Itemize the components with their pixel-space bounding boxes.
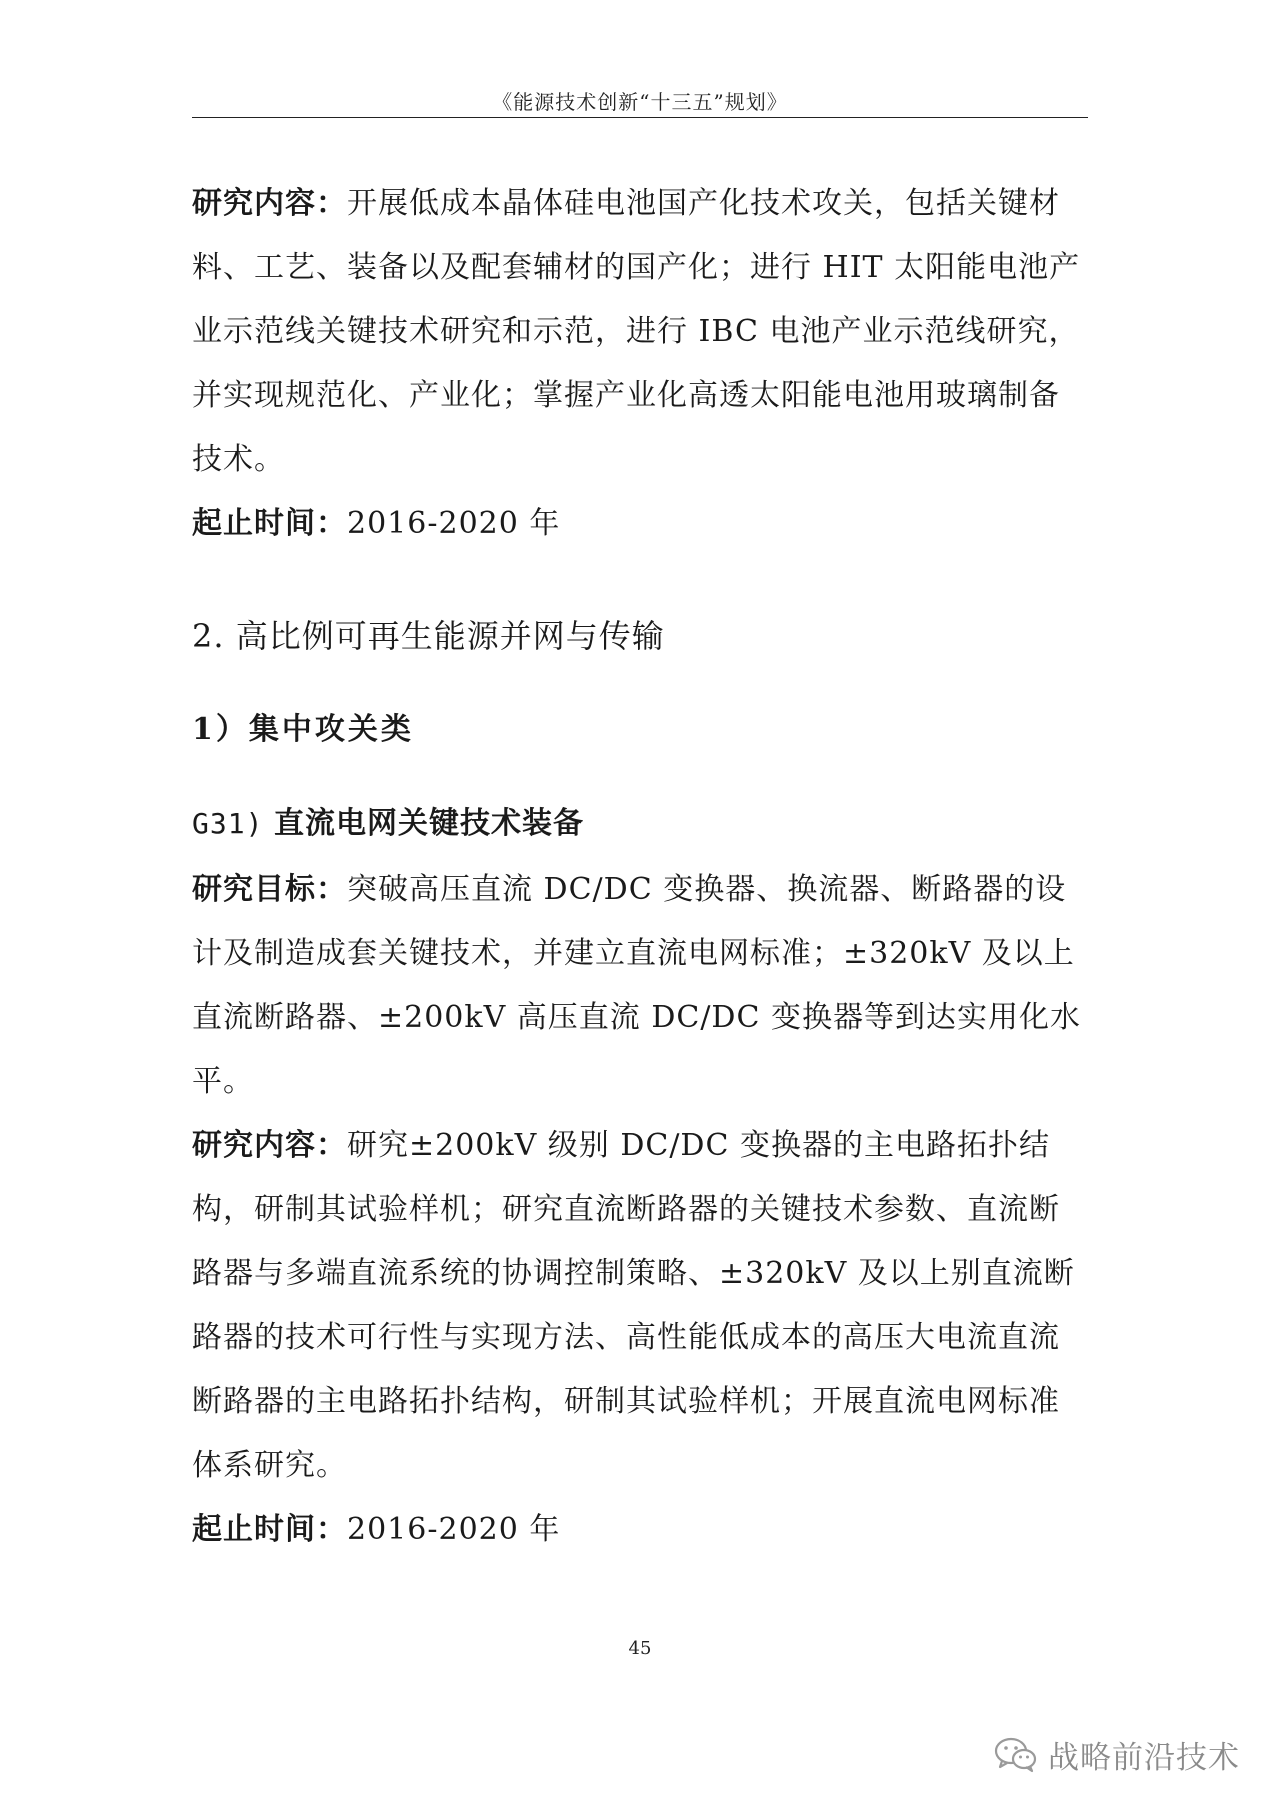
research-content-text: 开展低成本晶体硅电池国产化技术攻关，包括关键材料、工艺、装备以及配套辅材的国产化；进行 HIT 太阳能电池产业示范线关键技术研究和示范，进行 IBC 电池产业示范线研究，并实现规范化、产业化；掌握产业化高透太阳能电池用玻璃制备技术。 — [192, 186, 1081, 477]
item-period-label: 起止时间： — [192, 1512, 347, 1547]
item-research-content-paragraph — [192, 1114, 1088, 1498]
item-period-value: 2016-2020 年 — [347, 1512, 561, 1547]
watermark — [994, 1732, 1240, 1777]
subsection-heading: 1）集中攻关类 — [192, 712, 414, 747]
section-heading: 2. 高比例可再生能源并网与传输 — [192, 617, 665, 655]
research-goal-text: 突破高压直流 DC/DC 变换器、换流器、断路器的设计及制造成套关键技术，并建立直流电网标准；±320kV 及以上直流断路器、±200kV 高压直流 DC/DC 变换器等到达实用化水平。 — [192, 872, 1081, 1099]
research-goal-paragraph — [192, 858, 1088, 1114]
watermark-text: 战略前沿技术 — [1048, 1740, 1240, 1776]
item-code: G31) — [192, 807, 264, 840]
item-research-content-text: 研究±200kV 级别 DC/DC 变换器的主电路拓扑结构，研制其试验样机；研究直流断路器的关键技术参数、直流断路器与多端直流系统的协调控制策略、±320kV 及以上别直流断路器的技术可行性与实现方法、高性能低成本的高压大电流直流断路器的主电路拓扑结构，研制其试验样机；开展直流电网标准体系研究。 — [192, 1128, 1075, 1483]
item-period-paragraph — [192, 1498, 1088, 1562]
page-number: 45 — [628, 1638, 652, 1659]
research-content-paragraph — [192, 172, 1088, 492]
item-heading — [192, 792, 1088, 856]
period-value: 2016-2020 年 — [347, 506, 561, 541]
research-goal-label: 研究目标： — [192, 872, 347, 907]
period-paragraph — [192, 492, 1088, 556]
period-label: 起止时间： — [192, 506, 347, 541]
header-rule — [192, 117, 1088, 118]
item-title: 直流电网关键技术装备 — [273, 806, 584, 841]
wechat-icon — [994, 1736, 1038, 1774]
item-research-content-label: 研究内容： — [192, 1128, 347, 1163]
page-content — [192, 172, 1088, 1562]
research-content-label: 研究内容： — [192, 186, 347, 221]
running-header: 《能源技术创新“十三五”规划》 — [492, 90, 788, 114]
